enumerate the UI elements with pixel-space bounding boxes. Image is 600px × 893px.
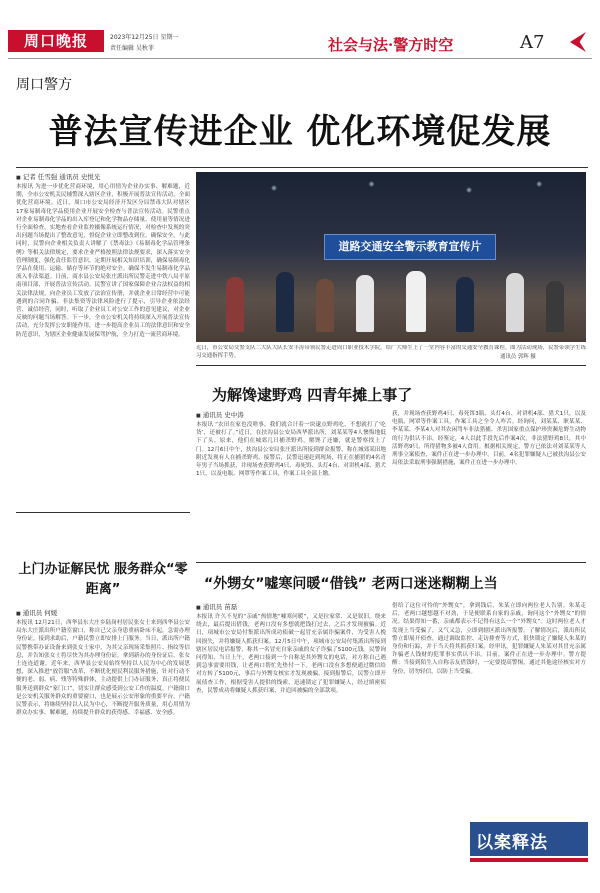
section-title: 社会与法·警方时空	[328, 36, 454, 54]
headline-rule	[16, 167, 588, 168]
main-headline: 普法宣传进企业 优化环境促发展	[48, 112, 552, 152]
newspaper-logo: 周口晚报	[8, 30, 104, 52]
reform-headline-line: 上门办证解民忧 服务群众“零距离”	[18, 562, 188, 597]
page-corner-mark	[570, 32, 586, 52]
masthead	[0, 0, 600, 60]
photo-people	[216, 267, 576, 337]
pheasant-body-right: 获，并现场查获野鸡4只、毒死饵3瓶、头灯4台、对讲机4部、猎犬1只，以及电瓶、网罩等作案工具，作案工具之全令人咋舌。经询问，刘某某、耿某某、李某某、李某4人对其农闲驾车非法猎捕、杀害国家重点保护珍贵濒危野生动物的行为供认不讳。经鉴定，4人以此手段先后作案4次，非法猎野鸡8只，其中活野鸡9只，所得猎物多被4人食用。根据相关规定，警方已依法对刘某某等人刑事立案侦查，案件正在进一步办理中。目前，4名犯罪嫌疑人已被扶沟县公安局依法采取刑事强制措施，案件正在进一步办理中。	[392, 411, 586, 467]
page-number: A7	[520, 32, 545, 53]
nephew-top-rule	[196, 562, 586, 563]
photo-figure	[316, 279, 334, 332]
event-photo	[196, 172, 586, 342]
photo-figure	[356, 275, 374, 332]
corner-banner	[470, 822, 588, 856]
photo-figure	[226, 277, 244, 332]
nephew-byline: ■ 通讯员 苗磊	[196, 602, 237, 611]
pheasant-byline: ■ 通讯员 史中涛	[196, 410, 244, 419]
photo-figure	[276, 272, 294, 332]
photo-figure	[506, 273, 524, 332]
photo-credit: 通讯员 郭辉 摄	[500, 354, 536, 360]
photo-screen-banner: 道路交通安全警示教育宣传片	[324, 234, 496, 260]
photo-figure	[406, 271, 426, 332]
nephew-body-left: 本报讯 许久不见的“亲戚”热情地“嘘寒问暖”，又是拉家常、又是叙旧，绕来绕去，最后提出借钱，老两口没有多想就把钱打过去，之后才发现被骗。近日，项城市公安局付集派出所成功侦破一起冒充亲属诈骗案件，为受害人挽回损失，并将嫌疑人抓获归案。12月5日中午，项城市公安局付集派出所接到辖区居民电话报警，称其一名冒充自家亲戚的女子诈骗了5100元钱。民警询问得知，当日上午，老两口接到一个自称是其外甥女的电话，对方称自己遇到急事需要用钱，让老两口帮忙先垫付一下。老两口没有多想便通过微信给对方转了5100元，事后与外甥女核实才发现被骗。接到报警后，民警立即开展侦查工作，根据受害人提供的线索，迅速锁定了犯罪嫌疑人，经过缜密侦查，民警成功将嫌疑人抓获归案，并追回被骗的全部款项。	[196, 614, 386, 694]
corner-banner-label: 以案释法	[476, 833, 548, 853]
left-column-rule	[16, 512, 190, 513]
issue-date: 2023年12月25日 星期一	[110, 34, 179, 41]
pheasant-body-left: 本报讯 “农田在家也没啥事，我们就合计着一块逮点野鸡吃，不想就打了‘吃货’，还被打了。”近日，在扶沟县公安局西华派出所，刘某某等4人懊悔地低下了头。原来，他们在城郊几日捕杀野鸡，解馋了还嫌，就是警察找上了门。12月6日中午，扶沟县公安局张庄派出所接到群众报警，称在城郊某田地附近发现有人在捕杀野鸡。接警后，民警迅速赶到现场，将正在捕猎的4名青年男子当场抓获，并现场查获野鸡4只、毒死饵、头灯4台、对讲机4部、猎犬1只，以及电瓶、网罩等作案工具，作案工具全部上缴。	[196, 422, 386, 478]
nephew-body-right: 借给了这位可怜的“外甥女”，拿到钱后，朱某立即向两位老人告别。朱某走后，老两口越想越不对劲，于是便联系自家的亲戚，询问这个“外甥女”的情况。结果得知一番，亲戚都表示不记得有这么一个“外甥女”。这时两位老人才发现上当受骗了，又气又急，立即到辖区派出所报警。了解情况后，派出所民警立即展开侦查，通过调取监控、走访排查等方式，很快锁定了嫌疑人朱某的身份和行踪，并于当天将其抓获归案。经审讯，犯罪嫌疑人朱某对其冒充亲属诈骗老人钱财的犯罪事实供认不讳。目前，案件正在进一步办理中。警方提醒：当接到陌生人自称亲友借钱时，一定要提高警惕，通过其他途径核实对方身份，切勿轻信，以防上当受骗。	[392, 603, 586, 675]
photo-ceiling-lights	[196, 172, 586, 212]
reform-byline: ■ 通讯员 何媛	[16, 608, 57, 617]
column-label: 周口警方	[16, 77, 72, 93]
photo-figure	[456, 277, 474, 332]
corner-banner-accent	[470, 858, 588, 862]
photo-figure	[546, 281, 564, 332]
pheasant-headline: 为解馋逮野鸡 四青年摊上事了	[212, 386, 413, 404]
photo-rule	[196, 365, 586, 366]
section-editor: 责任编辑 吴秋菲	[110, 45, 154, 52]
story1-body: 本报讯 为进一步优化营商环境，用心用情为企业办实事、解难题，近期，全市公安机关民辅警深入辖区企业，积极开展普法宣传活动，全面优化营商环境。近日，周口市公安局经济开发区分局禁毒大队对辖区17家易制毒化学品使用企业开展安全检查与普法宣传活动。民警重点对企业易制毒化学品的出入库登记和化学物品存储量、使用量等情况进行全面检查，实地查看企业监控摄像系统运行情况，对检查中发现的突出问题当场提出了整改意见，督促企业立即整改到位，确保安全。与此同时，民警向企业相关负责人讲解了《禁毒法》《易制毒化学品管理条例》等相关法律规定，要求企业严格按照法律法规要求，深入落实安全管理制度，强化责任监管意识，定期开展相关知识培训，确保易制毒化学品在使用、运输、储存等环节的绝对安全。确保不发生易制毒化学品流入非法渠道。日前，商水县公安局张庄派出所民警走进中铁八局平原南项目部，开展普法宣传活动。民警宣讲了国家保障企业合法权益的相关法律法规，向企业员工发放了法治宣传册，并就企业日常经营中可能遇到的合同诈骗、非法集资等法律风险进行了提示，引导企业依法经营、诚信经营，同时，听取了企业员工对公安工作的意见建议，对企业反映的问题当场解答。下一步，全市公安机关将持续深入开展普法宣传活动，充分发挥公安职能作用，进一步提高企业员工的法律意识和安全防范意识，为辖区企业健康发展保驾护航，全力打造一流营商环境。	[16, 184, 190, 338]
masthead-divider	[8, 58, 592, 59]
nephew-headline: “外甥女”嘘寒问暖“借钱” 老两口迷迷糊糊上当	[204, 576, 498, 592]
story1-byline: ■ 记者 任雪强 通讯员 史悦光	[16, 172, 100, 181]
reform-body: 本报讯 12月21日，西华县东大庄乡陆岗村居民张女士来到西华县公安局东大庄派出所户籍室窗口，称自己父亲身患重病卧床不起，急需办理身份证。接到求助后，户籍民警立即安排上门服务。当日，派出所户籍民警携带办证设备来到张女士家中，为其父亲现场采集照片、指纹等信息，并告知张女士将尽快为其办理身份证。拿到新办的身份证后，张女士连连道谢。近年来，西华县公安局始终坚持以人民为中心的发展思想，深入推进“放管服”改革，不断优化便民利民服务措施，针对行动不便的老、弱、病、残等特殊群体，主动提供上门办证服务，真正将便民服务送到群众“家门口”，切实让群众感受到公安工作的温度。户籍窗口是公安机关服务群众的重要窗口，也是展示公安形象的重要平台。户籍民警表示，将继续坚持以人民为中心，不断提升服务质量，用心用情为群众办实事、解难题，持续提升群众的获得感、幸福感、安全感。	[16, 620, 190, 717]
photo-caption: 近日，市公安局交警支队二大队大队长安丰涛带领民警走进周口职业技术学院，给广大师生上了一堂内容丰富的交通安全教育课程。图为活动现场，民警带领学生练习交通指挥手势。	[196, 345, 586, 359]
